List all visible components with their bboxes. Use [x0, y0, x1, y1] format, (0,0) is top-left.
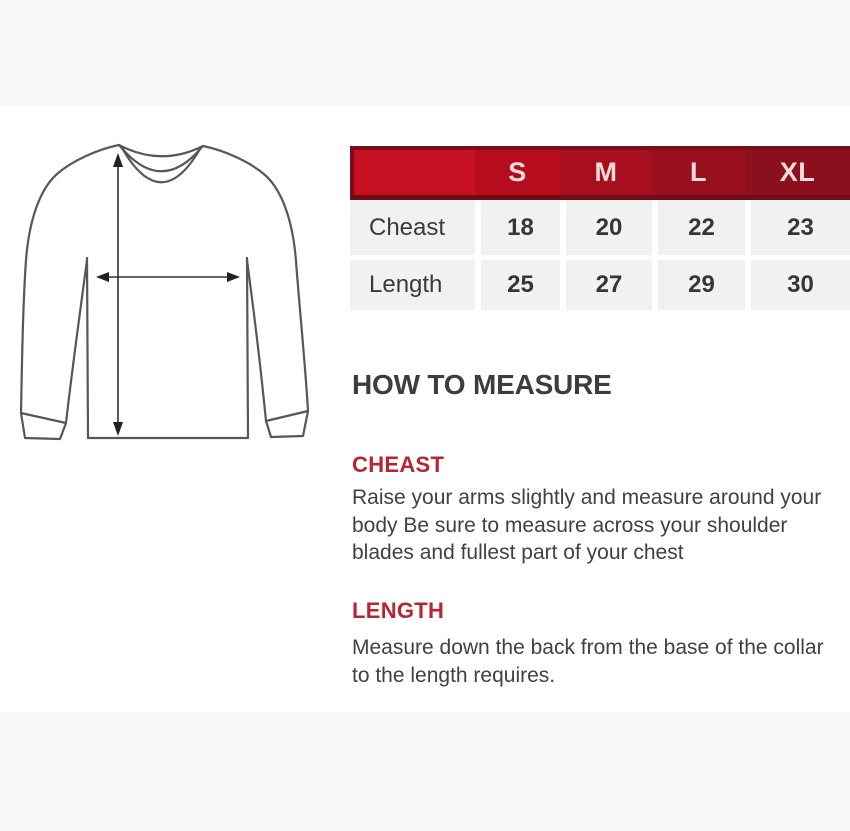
- left-sleeve-inner-edge: [66, 260, 87, 423]
- table-row-length: [350, 255, 850, 310]
- top-margin-band: [0, 0, 850, 106]
- header-size-s: S: [475, 150, 560, 195]
- right-cuff: [266, 411, 308, 437]
- table-row-cheast: [350, 200, 850, 255]
- how-to-measure-title: HOW TO MEASURE: [352, 369, 612, 400]
- collar-back-arc: [119, 145, 203, 156]
- arrow-down-head: [113, 422, 123, 436]
- cheast-value-l: 22: [652, 200, 745, 255]
- length-value-m: 27: [560, 255, 652, 310]
- cheast-description: Raise your arms slightly and measure around your body Be sure to measure across your shoulder blades and fullest part of your chest: [352, 486, 822, 564]
- length-value-s: 25: [475, 255, 560, 310]
- shirt-body-outline: [87, 258, 248, 438]
- arrow-right-head: [227, 272, 240, 282]
- arrow-up-head: [113, 153, 123, 167]
- size-table: [350, 146, 850, 310]
- cheast-value-s: 18: [475, 200, 560, 255]
- arrow-left-head: [96, 272, 109, 282]
- left-cuff: [21, 413, 66, 439]
- cheast-value-xl: 23: [745, 200, 850, 255]
- header-corner-cell: [354, 150, 475, 195]
- shirt-diagram: [15, 140, 325, 465]
- length-heading: LENGTH: [352, 598, 445, 623]
- length-arrow: [113, 153, 123, 436]
- size-table-header-row: [350, 146, 850, 200]
- row-label-length: Length: [350, 255, 475, 310]
- length-value-xl: 30: [745, 255, 850, 310]
- right-sleeve-inner-edge: [247, 260, 266, 421]
- header-size-xl: XL: [745, 150, 850, 195]
- header-size-l: L: [652, 150, 745, 195]
- cheast-heading: CHEAST: [352, 452, 445, 477]
- row-label-cheast: Cheast: [350, 200, 475, 255]
- header-size-m: M: [560, 150, 652, 195]
- length-description: Measure down the back from the base of the collar to the length requires.: [352, 636, 824, 687]
- right-sleeve-outline: [203, 146, 308, 411]
- cheast-value-m: 20: [560, 200, 652, 255]
- length-value-l: 29: [652, 255, 745, 310]
- bottom-margin-band: [0, 712, 850, 831]
